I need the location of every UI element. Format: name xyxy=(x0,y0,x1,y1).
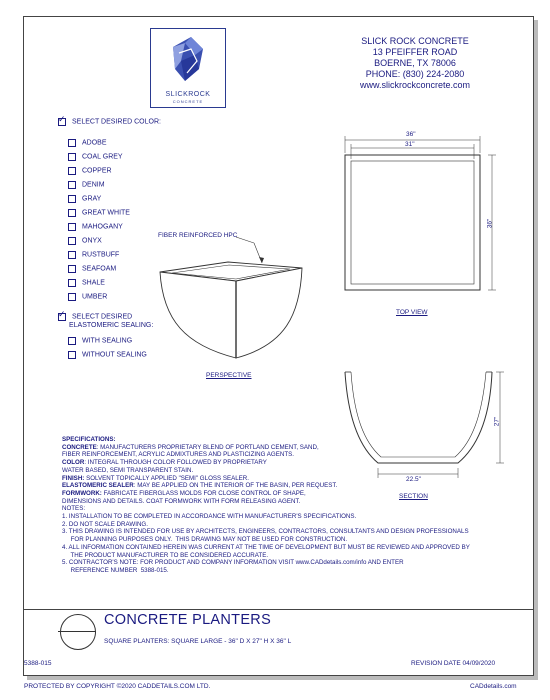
formwork-text: FABRICATE FIBERGLASS MOLDS FOR CLOSE CONTROL OF SHAPE, xyxy=(101,489,306,497)
perspective-drawing xyxy=(160,237,302,358)
color-option-rustbuff[interactable]: RUSTBUFF xyxy=(68,251,119,259)
perspective-label: PERSPECTIVE xyxy=(206,372,252,379)
color-option-gray[interactable]: GRAY xyxy=(68,195,101,203)
top-view-label: TOP VIEW xyxy=(396,309,428,316)
note-3-cont: FOR PLANNING PURPOSES ONLY. THIS DRAWING MAY NOT BE USED FOR CONSTRUCTION. xyxy=(62,536,348,544)
revision-date: REVISION DATE 04/09/2020 xyxy=(411,660,496,667)
specifications xyxy=(62,436,492,575)
drawing-title: CONCRETE PLANTERS xyxy=(104,612,272,628)
note-1: 1. INSTALLATION TO BE COMPLETED IN ACCORDANCE WITH MANUFACTURER'S SPECIFICATIONS. xyxy=(62,513,357,521)
note-5: 5. CONTRACTOR'S NOTE: FOR PRODUCT AND COMPANY INFORMATION VISIT www.CADdetails.com/info AND ENTER xyxy=(62,559,404,567)
note-5-cont: REFERENCE NUMBER 5388-015. xyxy=(62,566,169,574)
concrete-label: CONCRETE xyxy=(62,443,97,451)
color-option-great-white[interactable]: GREAT WHITE xyxy=(68,209,130,217)
formwork-text-2: DIMENSIONS AND DETAILS. COAT FORMWORK WITH FORM RELEASING AGENT. xyxy=(62,497,301,505)
note-3: 3. THIS DRAWING IS INTENDED FOR USE BY ARCHITECTS, ENGINEERS, CONTRACTORS, CONSULTANTS AND DESIGN PROFESSIONALS xyxy=(62,528,469,536)
notes-heading: NOTES: xyxy=(62,505,86,513)
dim-36-width: 36" xyxy=(406,131,416,138)
company-name: SLICK ROCK CONCRETE xyxy=(361,36,469,46)
color-header: ✓SELECT DESIRED COLOR: xyxy=(58,118,161,126)
section-label: SECTION xyxy=(399,493,428,500)
finish-label: FINISH: xyxy=(62,474,85,482)
color-option-adobe[interactable]: ADOBE xyxy=(68,139,107,147)
company-address-2: BOERNE, TX 78006 xyxy=(374,58,456,68)
color-option-denim[interactable]: DENIM xyxy=(68,181,105,189)
logo-subtext: CONCRETE xyxy=(172,99,204,104)
color-option-umber[interactable]: UMBER xyxy=(68,293,107,301)
color-option-copper[interactable]: COPPER xyxy=(68,167,112,175)
sealer-text: : MAY BE APPLIED ON THE INTERIOR OF THE BASIN, PER REQUEST. xyxy=(133,482,338,490)
color-option-shale[interactable]: SHALE xyxy=(68,279,105,287)
concrete-text: : MANUFACTURERS PROPRIETARY BLEND OF PORTLAND CEMENT, SAND, xyxy=(96,443,319,451)
finish-text: SOLVENT TOPICALLY APPLIED "SEMI" GLOSS SEALER. xyxy=(84,474,249,482)
logo-word: SLICKROCK xyxy=(165,91,211,98)
dim-36-height: 36" xyxy=(486,218,494,229)
drawing-subtitle: SQUARE PLANTERS: SQUARE LARGE - 36" D X 27" H X 36" L xyxy=(104,638,292,645)
color-option-onyx[interactable]: ONYX xyxy=(68,237,102,245)
sealing-header: ✓SELECT DESIRED xyxy=(58,313,132,321)
detail-circle-divider xyxy=(58,631,96,632)
dim-31: 31" xyxy=(405,141,415,148)
sealer-label: ELASTOMERIC SEALER xyxy=(62,482,134,490)
note-4-cont: THE PRODUCT MANUFACTURER TO BE CONSIDERED ACCURATE. xyxy=(62,551,269,559)
color-text: : INTEGRAL THROUGH COLOR FOLLOWED BY PROPRIETARY xyxy=(84,459,267,467)
color-option-mahogany[interactable]: MAHOGANY xyxy=(68,223,123,231)
dim-27: 27" xyxy=(493,416,501,427)
top-view-drawing xyxy=(345,136,496,290)
cad-brand: CADdetails.com xyxy=(470,683,517,690)
concrete-text-2: FIBER REINFORCEMENT, ACRYLIC ADMIXTURES AND PLASTICIZING AGENTS. xyxy=(62,451,294,459)
company-phone: PHONE: (830) 224-2080 xyxy=(365,69,465,79)
title-block xyxy=(23,609,534,652)
color-label: COLOR xyxy=(62,459,85,467)
reference-number: 5388-015 xyxy=(24,660,52,667)
company-website[interactable]: www.slickrockconcrete.com xyxy=(359,80,471,90)
color-option-seafoam[interactable]: SEAFOAM xyxy=(68,265,116,273)
specs-heading: SPECIFICATIONS: xyxy=(62,436,116,443)
company-address-1: 13 PFEIFFER ROAD xyxy=(372,47,458,57)
note-2: 2. DO NOT SCALE DRAWING. xyxy=(62,520,148,528)
formwork-label: FORMWORK: xyxy=(62,489,102,497)
copyright-notice: PROTECTED BY COPYRIGHT ©2020 CADDETAILS.COM LTD. xyxy=(24,683,211,690)
note-4: 4. ALL INFORMATION CONTAINED HEREIN WAS CURRENT AT THE TIME OF DEVELOPMENT BUT MUST BE REVIEWED AND APPROVED BY xyxy=(62,543,470,551)
color-option-coal-grey[interactable]: COAL GREY xyxy=(68,153,123,161)
dim-22-5: 22.5" xyxy=(406,476,421,483)
color-text-2: WATER BASED, SEMI TRANSPARENT STAIN. xyxy=(62,466,194,474)
sealing-header-line2: ELASTOMERIC SEALING: xyxy=(69,322,154,329)
fiber-label: FIBER REINFORCED HPC xyxy=(158,232,238,239)
sealing-option-with[interactable]: WITH SEALING xyxy=(68,337,132,345)
sealing-option-without[interactable]: WITHOUT SEALING xyxy=(68,351,147,359)
detail-circle-icon xyxy=(60,614,96,650)
